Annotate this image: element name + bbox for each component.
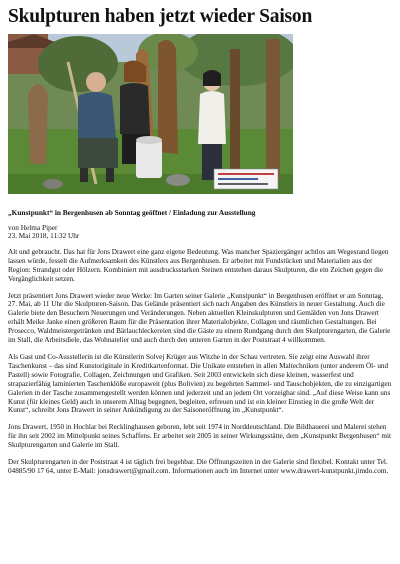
publish-date: 23. Mai 2018, 11:32 Uhr (8, 232, 80, 240)
article (8, 6, 393, 476)
article-subhead: „Kunstpunkt“ in Bergenhusen ab Sonntag geöffnet / Einladung zur Ausstellung (8, 208, 256, 217)
photo-illustration (8, 34, 293, 194)
paragraph-4: Jons Drawert, 1950 in Hochlar bei Recklinghausen geboren, lebt seit 1974 in Norddeutschland. Die Bildhauerei und Malerei stehen für ihn seit 2002 im Mittelpunkt seines Schaffens. Er arbeitet seit 2005 in seiner Wirkungsstätte, dem „Kunstpunkt Bergenhusen“ mit Skulpturengarten und Galerie im Stall. (8, 423, 391, 450)
paragraph-3: Als Gast und Co-Ausstellerin ist die Künstlerin Solvej Krüger aus Witzhe in der Schau vertreten. Sie zeigt eine Auswahl ihrer Taschenkunst – das sind Kunstoriginale in Kreditkartenformat. Die Unikate entstehen in allen Maltechniken (unter anderem Öl- und Pastell) sowie Fotografie, Collagen, Zeichnungen und Grafiken. Seit 2003 entwickeln sich diese kleinen, wasserfest und strapazierfähig laminierten Taschenklöße europaweit (plus Bolivien) zu begehrten Sammel- und Tauschobjekten, die zu einzigartigen Galerien in der Tasche zusammengestellt werden können und jederzeit und an jedem Ort vorzeigbar sind. „Auf diese Weise kann uns Kunst (für kleines Geld) auch in unserem Alltag begegnen, begleiten, erfreuen und ist ein kleiner Einstieg in die große Welt der Kunst“, schreibt Jons Drawert in seiner Ankündigung zu der Saisoneröffnung im „Kunstpunkt“. (8, 352, 392, 415)
article-photo (8, 34, 293, 194)
paragraph-2: Jetzt präsentiert Jons Drawert wieder neue Werke: Im Garten seiner Galerie „Kunstpunkt“ in Bergenhusen eröffnet er am Sonntag, 27. Mai, ab 11 Uhr die Skulpturen-Saison. Das Gelände präsentiert sich nach Angaben des Künstlers in neuer Gestaltung. Auch die Galerie biete den Besuchern Neuerungen und Veränderungen. Neben aktuellen Kleinskulpturen und Gemälden von Jons Drawert erhält Meike Janke einen größeren Raum für die Präsentation ihrer Materialobjekte, Collagen und räumlichen Gestaltungen. Bei Prosecco, Waldmeistergetränken und Bärlauchleckereien sind die Gäste zu einem Rundgang durch den Skulpturengarten, die Galerie im Stall, die Arbeitsdiele, das Wohnatelier und auch durch den unteren Garten in der Poststraat 4 willkommen. (8, 291, 391, 345)
author-line: von Helma Piper (8, 223, 58, 232)
paragraph-1: Alt und gebraucht. Das hat für Jons Drawert eine ganz eigene Bedeutung. Was mancher Spaziergänger achtlos am Wegesrand liegen lassen würde, fesselt die Aufmerksamkeit des Künstlers aus Bergenhusen. Er arbeitet mit Fundstücken und Materialien aus der Region: Strandgut oder Hölzern. Kombiniert mit ausdrucksstarken Steinen entstehen daraus Skulpturen, die ein Zeichen gegen die Vergänglichkeit setzen. (8, 247, 389, 283)
paragraph-5: Der Skulpturengarten in der Poststraat 4 ist täglich frei begehbar. Die Öffnungszeiten in der Galerie sind flexibel. Kontakt unter Tel. 04885/90 17 64, unter E-Mail: jonsdrawert@gmail.com. Informationen auch im Internet unter www.drawert-kunstpunkt.jimdo.com. (8, 458, 389, 475)
headline: Skulpturen haben jetzt wieder Saison (8, 6, 313, 27)
